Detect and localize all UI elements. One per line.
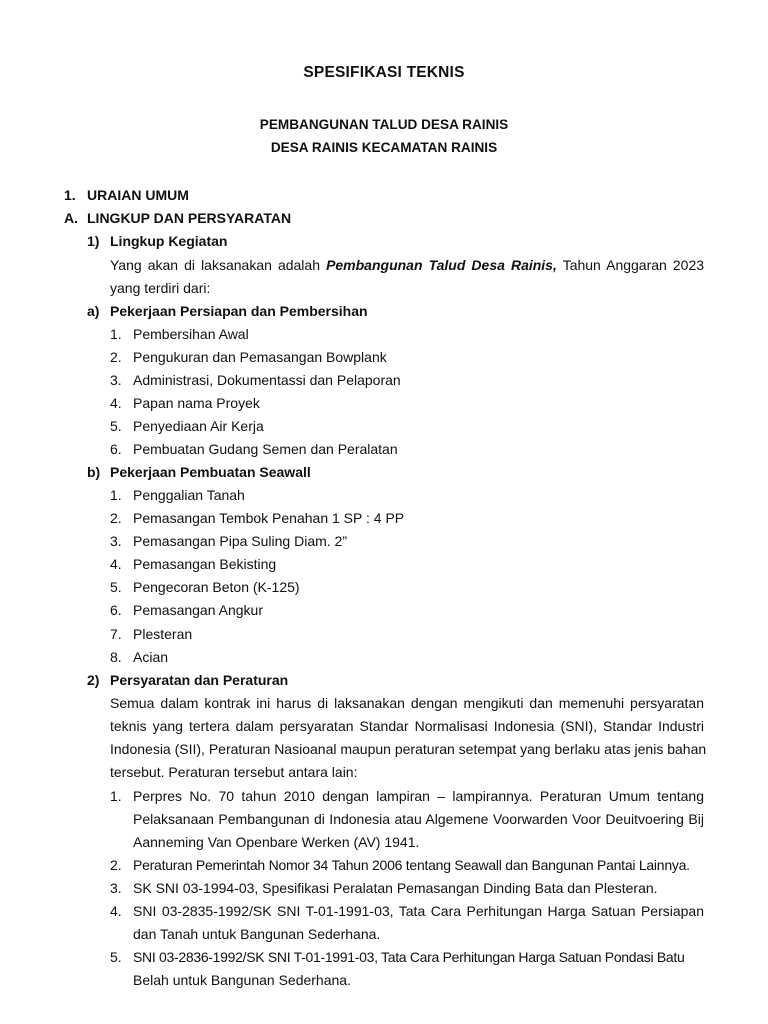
subsection-1-heading: Lingkup Kegiatan (110, 233, 228, 249)
list-item-number: 4. (110, 556, 122, 572)
list-item: Pemasangan Tembok Penahan 1 SP : 4 PP (133, 510, 405, 526)
list-item: Administrasi, Dokumentassi dan Pelaporan (133, 372, 401, 388)
list-item-number: 1. (110, 326, 122, 342)
subsection-1-number: 1) (87, 233, 100, 249)
list-item-number: 2. (110, 349, 122, 365)
list-item: Plesteran (133, 626, 193, 642)
section-1-number: 1. (64, 187, 76, 203)
group-b-heading: Pekerjaan Pembuatan Seawall (110, 464, 311, 480)
intro-line-2: yang terdiri dari: (110, 280, 211, 296)
intro-text-post: Tahun Anggaran 2023 (562, 257, 705, 273)
paragraph-line: teknis yang tertera dalam persyaratan Standar Normalisasi Indonesia (SNI), Standar Industri (110, 718, 704, 734)
group-a-number: a) (87, 303, 100, 319)
document-subtitle-1: PEMBANGUNAN TALUD DESA RAINIS (259, 117, 509, 132)
rule-line: dan Tanah untuk Bangunan Sederhana. (133, 926, 381, 942)
subsection-2-heading: Persyaratan dan Peraturan (110, 672, 289, 688)
document-title: SPESIFIKASI TEKNIS (303, 64, 465, 81)
rule-line: Pelaksanaan Pembangunan di Indonesia atau Algemene Voorwarden Voor Deuitvoering Bij (133, 811, 704, 827)
section-a-number: A. (64, 210, 78, 226)
rule-number: 5. (110, 949, 122, 965)
group-b-number: b) (87, 464, 101, 480)
list-item-number: 1. (110, 487, 122, 503)
paragraph-line: Indonesia (SII), Peraturan Nasioanal maupun peraturan setempat yang berlaku atas jenis bahan (110, 741, 707, 757)
rule-line: Peraturan Pemerintah Nomor 34 Tahun 2006 tentang Seawall dan Bangunan Pantai Lainnya. (133, 857, 690, 873)
intro-line-1 (110, 256, 704, 274)
rule-number: 4. (110, 903, 122, 919)
rule-number: 2. (110, 857, 122, 873)
rule-line: SNI 03-2836-1992/SK SNI T-01-1991-03, Tata Cara Perhitungan Harga Satuan Pondasi Batu (133, 949, 685, 965)
paragraph-line: tersebut. Peraturan tersebut antara lain: (110, 764, 358, 780)
list-item-number: 7. (110, 626, 122, 642)
section-a-heading: LINGKUP DAN PERSYARATAN (87, 210, 292, 226)
list-item: Papan nama Proyek (133, 395, 260, 411)
list-item-number: 3. (110, 533, 122, 549)
list-item: Acian (133, 649, 169, 665)
list-item: Penyediaan Air Kerja (133, 418, 264, 434)
section-1-heading: URAIAN UMUM (87, 187, 189, 203)
subsection-2-number: 2) (87, 672, 100, 688)
rule-line: Perpres No. 70 tahun 2010 dengan lampiran – lampirannya. Peraturan Umum tentang (133, 788, 704, 804)
rule-number: 1. (110, 788, 122, 804)
list-item-number: 5. (110, 418, 122, 434)
rule-number: 3. (110, 880, 122, 896)
list-item: Pembuatan Gudang Semen dan Peralatan (133, 441, 398, 457)
list-item: Penggalian Tanah (133, 487, 245, 503)
rule-line: Belah untuk Bangunan Sederhana. (133, 972, 351, 988)
list-item-number: 5. (110, 579, 122, 595)
list-item: Pemasangan Bekisting (133, 556, 277, 572)
list-item: Pengecoran Beton (K-125) (133, 579, 300, 595)
list-item: Pengukuran dan Pemasangan Bowplank (133, 349, 387, 365)
list-item-number: 6. (110, 602, 122, 618)
list-item: Pembersihan Awal (133, 326, 249, 342)
list-item: Pemasangan Angkur (133, 602, 263, 618)
rule-line: Aanneming Van Openbare Werken (AV) 1941. (133, 834, 420, 850)
list-item-number: 3. (110, 372, 122, 388)
group-a-heading: Pekerjaan Persiapan dan Pembersihan (110, 303, 368, 319)
list-item-number: 6. (110, 441, 122, 457)
rule-line: SNI 03-2835-1992/SK SNI T-01-1991-03, Tata Cara Perhitungan Harga Satuan Persiapan (133, 903, 704, 919)
intro-project-name: Pembangunan Talud Desa Rainis, (326, 257, 557, 273)
list-item-number: 4. (110, 395, 122, 411)
document-subtitle-2: DESA RAINIS KECAMATAN RAINIS (270, 140, 498, 155)
list-item-number: 2. (110, 510, 122, 526)
paragraph-line: Semua dalam kontrak ini harus di laksanakan dengan mengikuti dan memenuhi persyaratan (110, 695, 704, 711)
list-item: Pemasangan Pipa Suling Diam. 2” (133, 533, 348, 549)
intro-text-pre: Yang akan di laksanakan adalah (110, 257, 320, 273)
list-item-number: 8. (110, 649, 122, 665)
rule-line: SK SNI 03-1994-03, Spesifikasi Peralatan Pemasangan Dinding Bata dan Plesteran. (133, 880, 658, 896)
